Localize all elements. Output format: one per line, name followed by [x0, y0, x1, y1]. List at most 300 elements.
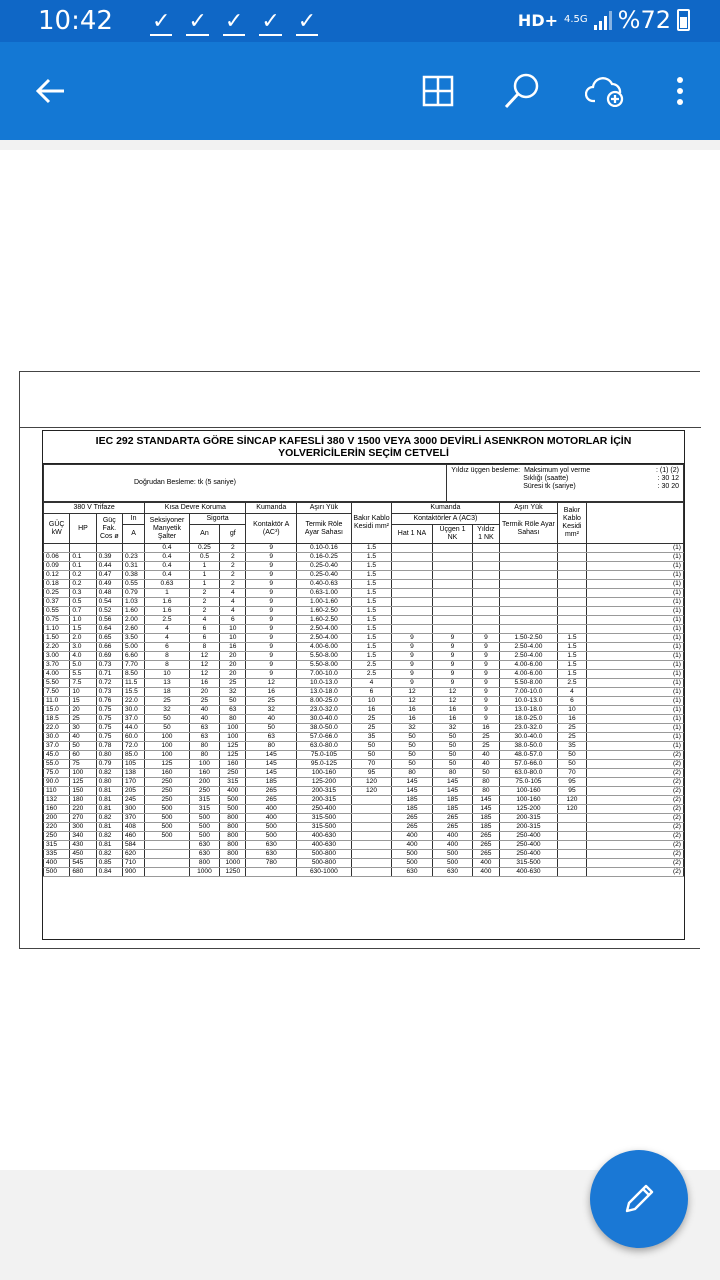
table-cell: 4: [351, 679, 392, 688]
table-cell: 16: [392, 715, 433, 724]
gf-header: gf: [220, 525, 246, 544]
table-cell: 0.5: [70, 598, 96, 607]
table-cell: 100: [220, 733, 246, 742]
star-val-3: : 30 20: [657, 483, 679, 490]
table-cell: 1.60-2.50: [297, 607, 352, 616]
table-cell: [432, 580, 473, 589]
table-cell: 1.6: [145, 598, 190, 607]
table-cell: 270: [70, 814, 96, 823]
table-row: [44, 652, 684, 661]
star-info-1: Maksimum yol verme: [524, 467, 591, 474]
table-cell: 50: [392, 760, 433, 769]
table-cell: 400: [392, 841, 433, 850]
overload-header: Aşırı Yük: [297, 503, 352, 514]
table-cell: 75: [70, 760, 96, 769]
table-cell: 0.5: [189, 553, 219, 562]
table-cell: 9: [246, 625, 297, 634]
table-cell: 0.40-0.63: [297, 580, 352, 589]
table-cell: 1.50-2.50: [499, 634, 558, 643]
table-cell: 150: [70, 787, 96, 796]
table-cell: 2.50-4.00: [499, 643, 558, 652]
table-cell: 0.78: [96, 742, 122, 751]
table-cell: 63: [189, 733, 219, 742]
table-cell: 145: [473, 805, 499, 814]
table-cell: 12: [189, 661, 219, 670]
table-cell: 2: [220, 544, 246, 553]
table-cell: [122, 544, 144, 553]
table-cell: 80: [432, 769, 473, 778]
table-cell: 170: [122, 778, 144, 787]
table-cell: 30.0-40.0: [499, 733, 558, 742]
table-cell: 8.00-25.0: [297, 697, 352, 706]
network-indicator: 4.5G: [564, 14, 588, 25]
table-cell: 9: [432, 670, 473, 679]
table-cell: [499, 607, 558, 616]
table-cell: 0.12: [44, 571, 70, 580]
table-cell: (2): [586, 769, 683, 778]
more-options-button[interactable]: [650, 61, 710, 121]
table-cell: 22.0: [44, 724, 70, 733]
table-cell: 7.00-10.0: [499, 688, 558, 697]
table-cell: 11.0: [44, 697, 70, 706]
table-cell: 265: [432, 823, 473, 832]
table-row: [44, 553, 684, 562]
table-cell: 4: [220, 607, 246, 616]
table-cell: 1000: [189, 868, 219, 877]
star-info-2: Sıklığı (saatte): [523, 475, 569, 482]
table-cell: 15.0: [44, 706, 70, 715]
table-cell: 1.03: [122, 598, 144, 607]
table-cell: 2: [220, 562, 246, 571]
table-cell: 50: [432, 760, 473, 769]
table-cell: 315-500: [499, 859, 558, 868]
an-header: An: [189, 525, 219, 544]
table-cell: 0.4: [145, 562, 190, 571]
table-cell: 20: [220, 670, 246, 679]
table-cell: 250-400: [297, 805, 352, 814]
table-row: [44, 724, 684, 733]
table-cell: 12: [189, 670, 219, 679]
table-cell: 15: [70, 697, 96, 706]
table-cell: 16: [432, 715, 473, 724]
table-cell: [351, 805, 392, 814]
table-cell: 0.73: [96, 661, 122, 670]
star-info-3: Süresi tk (sariye): [523, 483, 576, 490]
search-icon: [503, 72, 541, 110]
table-cell: 0.75: [96, 724, 122, 733]
table-cell: 400-630: [297, 832, 352, 841]
table-cell: 50: [145, 715, 190, 724]
table-row: [44, 823, 684, 832]
table-cell: 0.38: [122, 571, 144, 580]
table-cell: 9: [432, 661, 473, 670]
selection-table: [43, 502, 684, 877]
table-cell: 0.69: [96, 652, 122, 661]
table-cell: 30.0: [44, 733, 70, 742]
table-row: [44, 742, 684, 751]
table-row: [44, 580, 684, 589]
table-cell: (1): [586, 544, 683, 553]
table-cell: [432, 571, 473, 580]
table-cell: [392, 571, 433, 580]
table-cell: 185: [473, 823, 499, 832]
check-icon: ✓: [259, 8, 281, 36]
table-cell: 7.00-10.0: [297, 670, 352, 679]
table-cell: [145, 859, 190, 868]
table-cell: 0.3: [70, 589, 96, 598]
table-cell: 2.60: [122, 625, 144, 634]
table-cell: [392, 589, 433, 598]
table-cell: 100-160: [499, 787, 558, 796]
table-cell: 6: [558, 697, 586, 706]
table-cell: 3.0: [70, 643, 96, 652]
table-cell: 10: [145, 670, 190, 679]
table-cell: 400: [220, 787, 246, 796]
table-cell: 4: [220, 598, 246, 607]
table-cell: (2): [586, 751, 683, 760]
table-cell: 4.00: [44, 670, 70, 679]
table-cell: 500: [432, 850, 473, 859]
table-cell: 500: [145, 832, 190, 841]
control-header-2: Kumanda: [392, 503, 499, 514]
table-cell: 0.65: [96, 634, 122, 643]
table-cell: 12: [432, 688, 473, 697]
table-cell: 265: [473, 850, 499, 859]
table-cell: 265: [246, 787, 297, 796]
table-cell: 13: [145, 679, 190, 688]
pencil-icon: [621, 1181, 657, 1217]
table-cell: 1.60: [122, 607, 144, 616]
table-row: [44, 868, 684, 877]
table-cell: 45.0: [44, 751, 70, 760]
table-cell: 500: [189, 823, 219, 832]
table-cell: 2.20: [44, 643, 70, 652]
table-cell: [473, 580, 499, 589]
table-row: [44, 625, 684, 634]
table-cell: 50: [392, 742, 433, 751]
document-viewer[interactable]: [0, 150, 720, 1170]
table-cell: [499, 625, 558, 634]
table-cell: 0.76: [96, 697, 122, 706]
table-cell: 75.0-105: [499, 778, 558, 787]
table-row: [44, 571, 684, 580]
table-cell: 584: [122, 841, 144, 850]
table-cell: 25: [220, 679, 246, 688]
table-cell: 1.5: [351, 553, 392, 562]
table-cell: 63: [220, 706, 246, 715]
table-cell: 8: [145, 661, 190, 670]
table-row: [44, 733, 684, 742]
table-cell: 6: [189, 625, 219, 634]
table-cell: 32: [145, 706, 190, 715]
table-cell: 145: [246, 769, 297, 778]
cloud-upload-button[interactable]: [576, 61, 636, 121]
table-cell: 4: [558, 688, 586, 697]
table-cell: 80: [473, 787, 499, 796]
table-cell: 3.00: [44, 652, 70, 661]
table-cell: 800: [189, 859, 219, 868]
table-cell: 0.25-0.40: [297, 571, 352, 580]
table-row: [44, 751, 684, 760]
table-cell: [392, 625, 433, 634]
table-cell: (1): [586, 661, 683, 670]
table-cell: 40: [189, 706, 219, 715]
delta-header: Üçgen 1 NK: [432, 525, 473, 544]
table-cell: 0.4: [145, 544, 190, 553]
table-cell: 1.5: [351, 589, 392, 598]
table-cell: 265: [246, 796, 297, 805]
table-cell: 400: [392, 832, 433, 841]
table-cell: 2: [220, 571, 246, 580]
empty-header: [586, 503, 683, 544]
table-cell: 0.71: [96, 670, 122, 679]
table-cell: (1): [586, 706, 683, 715]
edit-fab-button[interactable]: [590, 1150, 688, 1248]
table-cell: 1.5: [351, 544, 392, 553]
table-cell: 9: [246, 670, 297, 679]
table-cell: 10.0-13.0: [499, 697, 558, 706]
table-cell: 120: [558, 796, 586, 805]
table-cell: 400-630: [297, 841, 352, 850]
table-row: [44, 769, 684, 778]
table-cell: (1): [586, 616, 683, 625]
table-cell: 315-500: [297, 823, 352, 832]
table-cell: 4: [145, 625, 190, 634]
table-cell: 80: [189, 742, 219, 751]
table-cell: 37.0: [44, 742, 70, 751]
table-cell: [499, 589, 558, 598]
table-cell: (2): [586, 832, 683, 841]
table-cell: 25: [246, 697, 297, 706]
table-cell: 145: [246, 760, 297, 769]
table-row: [44, 688, 684, 697]
battery-icon: [677, 9, 690, 31]
table-cell: 545: [70, 859, 96, 868]
table-cell: 0.75: [96, 733, 122, 742]
short-circuit-header: Kısa Devre Koruma: [145, 503, 246, 514]
table-row: [44, 562, 684, 571]
table-cell: 9: [246, 580, 297, 589]
table-cell: 9: [473, 679, 499, 688]
table-cell: 250: [189, 787, 219, 796]
table-cell: (1): [586, 589, 683, 598]
table-cell: 145: [392, 787, 433, 796]
table-cell: 1000: [220, 859, 246, 868]
table-cell: 0.47: [96, 571, 122, 580]
table-cell: 50: [145, 724, 190, 733]
table-cell: (1): [586, 580, 683, 589]
table-cell: [473, 571, 499, 580]
back-button[interactable]: [20, 61, 80, 121]
hp-header: HP: [70, 514, 96, 544]
table-cell: 1: [189, 571, 219, 580]
line-header: Hat 1 NA: [392, 525, 433, 544]
table-cell: 80: [189, 751, 219, 760]
table-cell: 1.5: [351, 643, 392, 652]
table-cell: 180: [70, 796, 96, 805]
table-cell: [558, 562, 586, 571]
star-header: Yıldız 1 NK: [473, 525, 499, 544]
table-cell: 250: [44, 832, 70, 841]
table-cell: 0.2: [70, 580, 96, 589]
table-cell: 1.5: [351, 598, 392, 607]
table-cell: 22.0: [122, 697, 144, 706]
table-cell: 7.70: [122, 661, 144, 670]
table-cell: 2: [220, 580, 246, 589]
table-cell: (2): [586, 760, 683, 769]
search-button[interactable]: [492, 61, 552, 121]
table-cell: 500: [246, 832, 297, 841]
table-cell: 800: [220, 823, 246, 832]
table-cell: 9: [246, 661, 297, 670]
table-cell: 16: [432, 706, 473, 715]
table-cell: 9: [473, 652, 499, 661]
document-page: [19, 371, 700, 949]
table-cell: [558, 814, 586, 823]
table-cell: 40: [70, 733, 96, 742]
table-cell: 0.55: [44, 607, 70, 616]
table-row: [44, 832, 684, 841]
table-cell: 4.00-6.00: [499, 661, 558, 670]
table-cell: 500: [145, 814, 190, 823]
back-arrow-icon: [34, 77, 66, 105]
table-cell: 132: [44, 796, 70, 805]
table-cell: 0.82: [96, 769, 122, 778]
table-cell: 4.0: [70, 652, 96, 661]
table-cell: 185: [432, 796, 473, 805]
grid-view-button[interactable]: [408, 61, 468, 121]
table-cell: 250: [145, 778, 190, 787]
status-bar: [0, 0, 720, 42]
table-cell: 10.0-13.0: [297, 679, 352, 688]
table-cell: 32: [220, 688, 246, 697]
table-cell: 265: [473, 841, 499, 850]
table-cell: 5.50-8.00: [297, 661, 352, 670]
table-cell: 0.80: [96, 751, 122, 760]
table-row: [44, 670, 684, 679]
table-cell: 50: [220, 697, 246, 706]
table-cell: 50: [392, 751, 433, 760]
table-row: [44, 589, 684, 598]
table-cell: 245: [122, 796, 144, 805]
table-cell: [558, 544, 586, 553]
table-cell: 0.25-0.40: [297, 562, 352, 571]
table-cell: 1.5: [351, 634, 392, 643]
app-bar: [0, 42, 720, 140]
table-cell: 0.80: [96, 778, 122, 787]
table-cell: 20: [70, 706, 96, 715]
table-cell: [558, 868, 586, 877]
table-cell: 0.82: [96, 850, 122, 859]
table-cell: 16: [558, 715, 586, 724]
table-cell: 9: [246, 634, 297, 643]
table-cell: 20: [189, 688, 219, 697]
copper-cable-header: Bakır Kablo Kesidi mm²: [351, 503, 392, 544]
table-cell: 370: [122, 814, 144, 823]
table-cell: 630: [189, 841, 219, 850]
table-cell: 25: [70, 715, 96, 724]
table-row: [44, 796, 684, 805]
table-cell: [473, 589, 499, 598]
table-cell: [558, 580, 586, 589]
table-cell: [96, 544, 122, 553]
table-cell: 9: [392, 652, 433, 661]
table-cell: 1.10: [44, 625, 70, 634]
table-cell: 400-630: [499, 868, 558, 877]
table-cell: 0.75: [44, 616, 70, 625]
table-cell: 13.0-18.0: [297, 688, 352, 697]
table-cell: 4: [220, 589, 246, 598]
table-row: [44, 607, 684, 616]
table-cell: [499, 562, 558, 571]
table-cell: 100-160: [499, 796, 558, 805]
table-cell: 50: [351, 751, 392, 760]
table-cell: 120: [351, 778, 392, 787]
table-cell: 315: [44, 841, 70, 850]
table-cell: (1): [586, 679, 683, 688]
table-cell: [473, 616, 499, 625]
table-cell: 1.5: [351, 580, 392, 589]
table-cell: 200: [44, 814, 70, 823]
table-cell: 500: [145, 805, 190, 814]
table-cell: 1.5: [351, 607, 392, 616]
table-cell: 125: [145, 760, 190, 769]
table-cell: 16: [189, 679, 219, 688]
table-cell: 400: [432, 832, 473, 841]
table-cell: 75.0-105: [297, 751, 352, 760]
table-cell: [432, 562, 473, 571]
table-cell: 9: [246, 598, 297, 607]
table-row: [44, 787, 684, 796]
overload-header-2: Aşırı Yük: [499, 503, 558, 514]
table-cell: 50: [70, 742, 96, 751]
table-cell: 10: [220, 634, 246, 643]
table-cell: 0.79: [96, 760, 122, 769]
table-cell: 0.06: [44, 553, 70, 562]
table-cell: [499, 553, 558, 562]
table-cell: 9: [246, 643, 297, 652]
table-cell: 710: [122, 859, 144, 868]
table-cell: 8: [189, 643, 219, 652]
table-cell: 25: [189, 697, 219, 706]
table-cell: 9: [473, 715, 499, 724]
table-cell: 30.0-40.0: [297, 715, 352, 724]
table-cell: 265: [392, 814, 433, 823]
table-cell: 1250: [220, 868, 246, 877]
table-cell: [558, 859, 586, 868]
table-cell: 138: [122, 769, 144, 778]
table-cell: [499, 571, 558, 580]
divider: [20, 427, 701, 428]
table-cell: 70: [558, 769, 586, 778]
table-cell: 335: [44, 850, 70, 859]
table-cell: (2): [586, 814, 683, 823]
table-cell: 0.1: [70, 562, 96, 571]
table-cell: 25: [558, 724, 586, 733]
table-cell: 0.81: [96, 841, 122, 850]
table-cell: 1.00-1.60: [297, 598, 352, 607]
table-cell: 0.75: [96, 715, 122, 724]
table-cell: (2): [586, 796, 683, 805]
table-cell: 5.50-8.00: [297, 652, 352, 661]
table-cell: [499, 616, 558, 625]
table-cell: [351, 868, 392, 877]
table-cell: 315: [189, 796, 219, 805]
table-cell: 500: [189, 814, 219, 823]
table-cell: 500: [246, 823, 297, 832]
table-cell: 0.84: [96, 868, 122, 877]
table-cell: 5.50: [44, 679, 70, 688]
